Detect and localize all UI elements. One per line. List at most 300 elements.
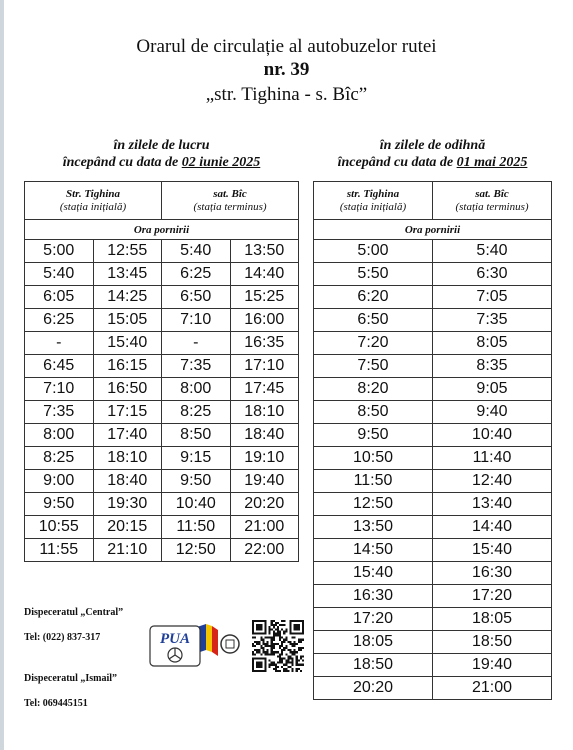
qr-module (287, 655, 289, 657)
weekends-row (314, 378, 552, 401)
weekends-time-cell: 6:30 (433, 263, 552, 286)
weekends-col-start (314, 182, 433, 220)
workdays-time-cell: 9:50 (162, 470, 231, 493)
qr-module (256, 651, 258, 653)
qr-module (254, 645, 256, 647)
workdays-time-cell: 5:40 (162, 240, 231, 263)
qr-module (300, 639, 302, 641)
qr-module (281, 657, 283, 659)
flag-red-stripe (212, 626, 218, 656)
qr-module (271, 624, 273, 626)
weekends-row (314, 401, 552, 424)
weekends-time-cell: 9:50 (314, 424, 433, 447)
workdays-time-cell: 11:55 (25, 539, 94, 562)
workdays-time-cell: 8:25 (162, 401, 231, 424)
qr-module (296, 657, 298, 659)
qr-module (252, 637, 254, 639)
qr-module (260, 645, 262, 647)
workdays-time-cell: 8:00 (25, 424, 94, 447)
qr-module (262, 651, 264, 653)
weekends-time-cell: 10:40 (433, 424, 552, 447)
qr-module (289, 662, 291, 664)
qr-module (271, 647, 273, 649)
qr-code (252, 620, 304, 672)
workdays-time-cell: 7:35 (162, 355, 231, 378)
qr-module (277, 655, 279, 657)
page-edge (0, 0, 4, 750)
qr-module (258, 649, 260, 651)
route-name: „str. Tighina - s. Bîc” (205, 84, 368, 105)
weekends-time-cell: 10:50 (314, 447, 433, 470)
workdays-col-terminus-sub: (stația terminus) (193, 200, 267, 213)
weekends-row (314, 493, 552, 516)
workdays-time-cell: 18:40 (93, 470, 162, 493)
qr-module (285, 670, 287, 672)
workdays-since (24, 154, 299, 171)
workdays-time-cell: 6:05 (25, 286, 94, 309)
qr-module (252, 645, 254, 647)
qr-module (275, 666, 277, 668)
header-line1: Orarul de circulație al autobuzelor rutei (136, 36, 437, 57)
workdays-col-terminus-name: sat. Bîc (213, 187, 247, 200)
workdays-row (25, 378, 299, 401)
qr-module (269, 626, 271, 628)
qr-module (271, 639, 273, 641)
qr-module (292, 657, 294, 659)
qr-module (279, 660, 281, 662)
workdays-time-cell: 10:40 (162, 493, 231, 516)
qr-module (302, 655, 304, 657)
qr-module (273, 632, 275, 634)
workdays-row (25, 355, 299, 378)
qr-module (262, 649, 264, 651)
weekends-row (314, 424, 552, 447)
qr-module (269, 630, 271, 632)
weekends-row (314, 309, 552, 332)
qr-module (296, 664, 298, 666)
qr-module (285, 628, 287, 630)
qr-module (281, 637, 283, 639)
weekends-table (313, 181, 552, 700)
qr-module (264, 637, 266, 639)
qr-module (292, 637, 294, 639)
qr-module (271, 662, 273, 664)
qr-modules (252, 620, 304, 672)
qr-module (273, 624, 275, 626)
workdays-time-cell: 21:10 (93, 539, 162, 562)
qr-module (302, 647, 304, 649)
qr-module (277, 632, 279, 634)
qr-module (264, 651, 266, 653)
qr-module (287, 641, 289, 643)
qr-module (271, 649, 273, 651)
qr-module (298, 641, 300, 643)
weekends-time-cell: 19:40 (433, 654, 552, 677)
qr-module (296, 668, 298, 670)
weekends-row (314, 263, 552, 286)
qr-module (269, 645, 271, 647)
qr-module (260, 637, 262, 639)
qr-module (296, 660, 298, 662)
qr-module (281, 624, 283, 626)
weekends-time-cell: 5:00 (314, 240, 433, 263)
qr-module (281, 641, 283, 643)
qr-module (271, 643, 273, 645)
qr-module (269, 660, 271, 662)
qr-module (271, 637, 273, 639)
workdays-time-cell: 16:50 (93, 378, 162, 401)
weekends-time-cell: 7:20 (314, 332, 433, 355)
qr-module (275, 651, 277, 653)
qr-module (279, 637, 281, 639)
qr-module (283, 639, 285, 641)
workdays-time-cell: 6:25 (162, 263, 231, 286)
logo-text: PUA (160, 631, 190, 647)
qr-module (289, 643, 291, 645)
workdays-time-cell: 18:10 (230, 401, 299, 424)
weekends-row (314, 516, 552, 539)
qr-module (283, 670, 285, 672)
workdays-time-cell: 7:10 (25, 378, 94, 401)
qr-module (277, 643, 279, 645)
qr-module (281, 662, 283, 664)
weekends-since-prefix: începând cu data de (337, 155, 457, 170)
qr-module (285, 664, 287, 666)
weekends-time-cell: 15:40 (433, 539, 552, 562)
qr-module (267, 653, 269, 655)
weekends-row (314, 608, 552, 631)
qr-module (298, 649, 300, 651)
workdays-time-cell: 13:50 (230, 240, 299, 263)
weekends-time-cell: 14:50 (314, 539, 433, 562)
flag-yellow-stripe (206, 624, 212, 652)
weekends-since (313, 154, 552, 171)
workdays-time-cell: 17:10 (230, 355, 299, 378)
qr-module (252, 651, 254, 653)
schedule-header (0, 36, 573, 108)
workdays-time-cell: 9:15 (162, 447, 231, 470)
qr-module (285, 645, 287, 647)
qr-module (289, 641, 291, 643)
dispatcher-ismail-label: Dispeceratul „Ismail” (24, 673, 118, 684)
workdays-row (25, 424, 299, 447)
qr-module (269, 632, 271, 634)
qr-module (300, 670, 302, 672)
workdays-time-cell: 15:25 (230, 286, 299, 309)
workdays-time-cell: 7:10 (162, 309, 231, 332)
qr-module (298, 639, 300, 641)
workdays-time-cell: 5:00 (25, 240, 94, 263)
qr-module (279, 632, 281, 634)
workdays-since-date: 02 iunie 2025 (181, 155, 261, 170)
weekends-row (314, 631, 552, 654)
qr-module (269, 653, 271, 655)
workdays-col-terminus (162, 182, 299, 220)
qr-module (256, 624, 262, 630)
qr-module (260, 653, 262, 655)
workdays-time-cell: 7:35 (25, 401, 94, 424)
qr-module (275, 624, 277, 626)
weekends-time-cell: 16:30 (314, 585, 433, 608)
workdays-time-cell: 9:00 (25, 470, 94, 493)
qr-module (256, 641, 258, 643)
qr-module (285, 637, 287, 639)
qr-module (273, 653, 275, 655)
qr-module (271, 664, 273, 666)
weekends-row (314, 286, 552, 309)
qr-module (281, 651, 283, 653)
weekends-time-cell: 20:20 (314, 677, 433, 700)
workdays-time-cell: 5:40 (25, 263, 94, 286)
qr-module (262, 641, 264, 643)
workdays-col-start-name: Str. Tighina (65, 187, 120, 200)
qr-module (275, 632, 277, 634)
qr-module (277, 662, 279, 664)
weekends-row (314, 585, 552, 608)
workdays-row (25, 332, 299, 355)
workdays-time-cell: 8:50 (162, 424, 231, 447)
qr-module (258, 641, 260, 643)
qr-module (275, 628, 277, 630)
qr-module (271, 641, 273, 643)
workdays-table (24, 181, 299, 562)
workdays-time-cell: 21:00 (230, 516, 299, 539)
qr-module (300, 664, 302, 666)
qr-module (256, 649, 258, 651)
weekends-row (314, 447, 552, 470)
workdays-row (25, 539, 299, 562)
workdays-time-cell: 18:10 (93, 447, 162, 470)
weekends-row (314, 654, 552, 677)
workdays-time-cell: 17:40 (93, 424, 162, 447)
workdays-time-cell: 19:30 (93, 493, 162, 516)
qr-module (285, 653, 287, 655)
workdays-time-cell: 17:15 (93, 401, 162, 424)
workdays-time-cell: 22:00 (230, 539, 299, 562)
weekends-time-cell: 12:40 (433, 470, 552, 493)
qr-module (296, 662, 298, 664)
qr-module (294, 637, 296, 639)
workdays-row (25, 493, 299, 516)
qr-module (283, 657, 285, 659)
qr-module (300, 647, 302, 649)
qr-module (275, 622, 277, 624)
weekends-time-cell: 18:50 (314, 654, 433, 677)
weekends-time-cell: 9:05 (433, 378, 552, 401)
qr-module (277, 628, 279, 630)
qr-module (271, 620, 273, 622)
weekends-time-cell: 13:50 (314, 516, 433, 539)
qr-module (285, 660, 287, 662)
workdays-row (25, 286, 299, 309)
weekends-col-start-name: str. Tighina (346, 187, 400, 200)
qr-module (300, 641, 302, 643)
workdays-time-cell: 14:25 (93, 286, 162, 309)
qr-module (258, 643, 260, 645)
qr-module (273, 647, 275, 649)
weekends-time-cell: 14:40 (433, 516, 552, 539)
weekends-time-cell: 5:50 (314, 263, 433, 286)
workdays-time-cell: 16:15 (93, 355, 162, 378)
qr-module (279, 647, 281, 649)
qr-module (283, 630, 285, 632)
qr-module (287, 660, 289, 662)
workdays-time-cell: 12:55 (93, 240, 162, 263)
workdays-row (25, 263, 299, 286)
qr-module (281, 643, 283, 645)
weekends-time-cell: 7:50 (314, 355, 433, 378)
qr-module (258, 651, 260, 653)
workdays-time-cell: 18:40 (230, 424, 299, 447)
qr-module (260, 639, 262, 641)
qr-module (292, 660, 294, 662)
weekends-time-cell: 5:40 (433, 240, 552, 263)
qr-module (281, 649, 283, 651)
weekends-time-cell: 13:40 (433, 493, 552, 516)
qr-module (264, 645, 266, 647)
qr-module (296, 670, 298, 672)
qr-module (281, 666, 283, 668)
qr-module (283, 641, 285, 643)
weekends-time-cell: 18:05 (314, 631, 433, 654)
workdays-subheader: Ora pornirii (25, 220, 299, 240)
qr-module (271, 653, 273, 655)
workdays-time-cell: 9:50 (25, 493, 94, 516)
qr-module (279, 653, 281, 655)
qr-module (267, 643, 269, 645)
qr-module (277, 635, 279, 637)
qr-module (287, 657, 289, 659)
workdays-time-cell: - (162, 332, 231, 355)
workdays-time-cell: 6:45 (25, 355, 94, 378)
weekends-col-terminus-name: sat. Bîc (475, 187, 509, 200)
weekends-time-cell: 7:35 (433, 309, 552, 332)
qr-module (302, 664, 304, 666)
qr-module (287, 670, 289, 672)
workdays-time-cell: 13:45 (93, 263, 162, 286)
qr-module (275, 664, 277, 666)
qr-module (275, 670, 277, 672)
workdays-time-cell: 16:00 (230, 309, 299, 332)
weekends-title: în zilele de odihnă (379, 138, 486, 153)
workdays-time-cell: 14:40 (230, 263, 299, 286)
qr-module (267, 641, 269, 643)
workdays-row (25, 401, 299, 424)
qr-module (298, 647, 300, 649)
qr-module (298, 660, 300, 662)
qr-module (279, 624, 281, 626)
qr-module (302, 660, 304, 662)
qr-module (277, 630, 279, 632)
qr-module (285, 647, 287, 649)
weekends-time-cell: 17:20 (314, 608, 433, 631)
qr-module (300, 657, 302, 659)
weekends-time-cell: 8:50 (314, 401, 433, 424)
qr-module (269, 637, 271, 639)
qr-module (298, 664, 300, 666)
qr-module (279, 655, 281, 657)
dispatcher-ismail-tel: Tel: 069445151 (24, 698, 88, 709)
workdays-row (25, 470, 299, 493)
weekends-row (314, 470, 552, 493)
qr-module (281, 660, 283, 662)
weekends-row (314, 562, 552, 585)
workdays-time-cell: 11:50 (162, 516, 231, 539)
qr-module (283, 620, 285, 622)
qr-module (302, 639, 304, 641)
workdays-col-start-sub: (stația inițială) (59, 200, 127, 213)
qr-module (287, 666, 289, 668)
qr-module (292, 664, 294, 666)
qr-module (262, 639, 264, 641)
weekends-time-cell: 18:50 (433, 631, 552, 654)
qr-module (285, 668, 287, 670)
weekends-time-cell: 16:30 (433, 562, 552, 585)
qr-module (287, 649, 289, 651)
qr-module (269, 666, 271, 668)
qr-module (292, 662, 294, 664)
qr-module (294, 624, 300, 630)
qr-module (279, 645, 281, 647)
qr-module (283, 632, 285, 634)
qr-module (254, 649, 256, 651)
qr-module (277, 651, 279, 653)
qr-module (273, 664, 275, 666)
qr-module (283, 647, 285, 649)
qr-module (296, 655, 298, 657)
weekends-time-cell: 18:05 (433, 608, 552, 631)
qr-module (283, 624, 285, 626)
qr-module (256, 643, 258, 645)
weekends-time-cell: 17:20 (433, 585, 552, 608)
qr-module (273, 668, 275, 670)
operator-logo (148, 622, 240, 670)
qr-module (289, 666, 291, 668)
weekends-time-cell: 8:05 (433, 332, 552, 355)
qr-module (296, 651, 298, 653)
qr-module (294, 645, 296, 647)
weekends-since-date: 01 mai 2025 (456, 155, 528, 170)
qr-module (264, 653, 266, 655)
qr-module (289, 649, 291, 651)
qr-module (254, 637, 256, 639)
qr-module (275, 643, 277, 645)
qr-module (275, 635, 277, 637)
qr-module (271, 628, 273, 630)
dispatcher-central-tel: Tel: (022) 837-317 (24, 632, 101, 643)
qr-module (279, 639, 281, 641)
qr-module (285, 630, 287, 632)
qr-module (277, 626, 279, 628)
qr-module (283, 664, 285, 666)
qr-module (287, 662, 289, 664)
qr-module (273, 620, 275, 622)
workdays-time-cell: 17:45 (230, 378, 299, 401)
qr-module (262, 643, 264, 645)
qr-module (279, 635, 281, 637)
qr-module (298, 668, 300, 670)
qr-module (294, 649, 296, 651)
qr-module (252, 653, 254, 655)
weekends-time-cell: 12:50 (314, 493, 433, 516)
weekends-col-start-sub: (stația inițială) (339, 200, 407, 213)
qr-module (300, 649, 302, 651)
weekends-time-cell: 15:40 (314, 562, 433, 585)
qr-module (294, 653, 296, 655)
workdays-col-start (25, 182, 162, 220)
weekends-time-cell: 21:00 (433, 677, 552, 700)
qr-module (254, 653, 256, 655)
